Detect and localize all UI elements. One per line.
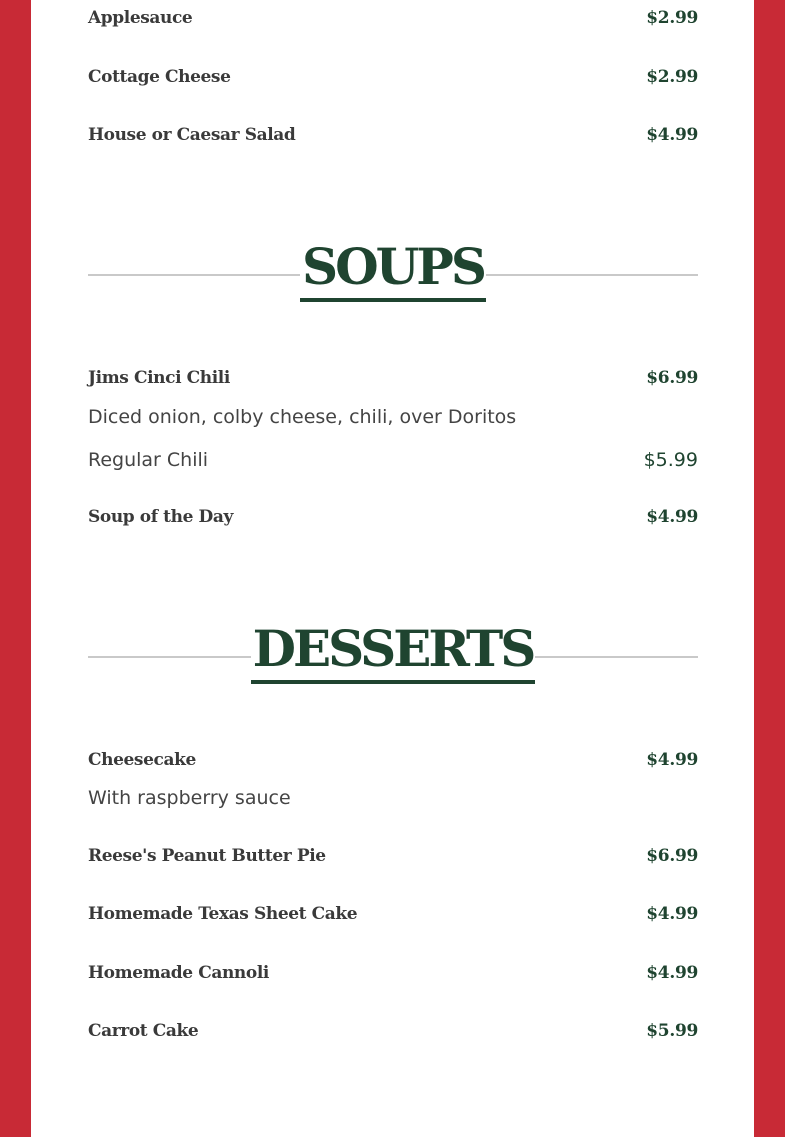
item-price: $6.99 <box>646 368 698 388</box>
item-price: $2.99 <box>646 8 698 28</box>
item-name: Cottage Cheese <box>88 67 231 87</box>
item-price: $6.99 <box>646 846 698 866</box>
item-name: Regular Chili <box>88 449 209 471</box>
item-description: With raspberry sauce <box>88 787 291 809</box>
item-price: $4.99 <box>646 904 698 924</box>
item-price: $5.99 <box>643 449 698 471</box>
menu-item-cinci-chili <box>88 368 698 388</box>
section-heading-desserts <box>88 618 698 698</box>
item-name: Reese's Peanut Butter Pie <box>88 846 326 866</box>
item-price: $5.99 <box>646 1021 698 1041</box>
item-name: Homemade Texas Sheet Cake <box>88 904 358 924</box>
item-price: $4.99 <box>646 750 698 770</box>
item-price: $2.99 <box>646 67 698 87</box>
menu-item-cannoli <box>88 963 698 983</box>
menu-item-peanut-butter-pie <box>88 846 698 866</box>
item-price: $4.99 <box>646 507 698 527</box>
menu-item-cheesecake <box>88 750 698 770</box>
menu-item-carrot-cake <box>88 1021 698 1041</box>
section-heading-soups <box>88 236 698 316</box>
menu-item-house-salad <box>88 125 698 145</box>
item-name: House or Caesar Salad <box>88 125 296 145</box>
item-name: Carrot Cake <box>88 1021 199 1041</box>
item-price: $4.99 <box>646 125 698 145</box>
item-name: Soup of the Day <box>88 507 233 527</box>
section-title: DESSERTS <box>251 618 536 684</box>
item-name: Applesauce <box>88 8 193 28</box>
item-name: Cheesecake <box>88 750 196 770</box>
item-name: Homemade Cannoli <box>88 963 269 983</box>
item-name: Jims Cinci Chili <box>88 368 230 388</box>
menu-item-cottage-cheese <box>88 67 698 87</box>
menu-item-applesauce <box>88 8 698 28</box>
menu-item-regular-chili <box>88 449 698 471</box>
menu-item-texas-sheet-cake <box>88 904 698 924</box>
menu-item-soup-of-day <box>88 507 698 527</box>
section-title: SOUPS <box>300 236 486 302</box>
item-price: $4.99 <box>646 963 698 983</box>
item-description: Diced onion, colby cheese, chili, over Doritos <box>88 406 517 428</box>
